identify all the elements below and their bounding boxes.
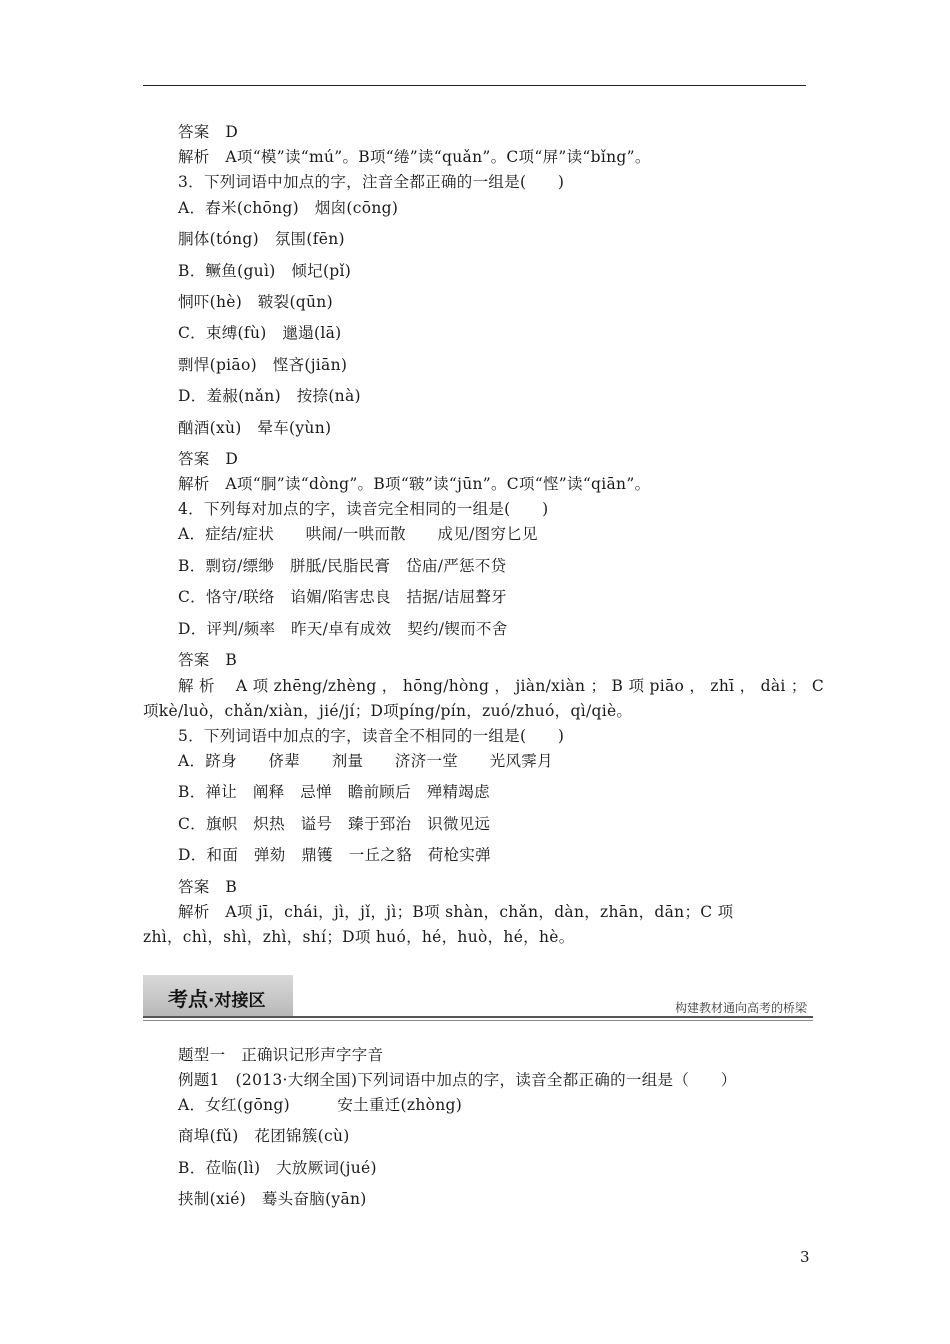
- option-c: C．束缚(fù) 邋遢(lā): [178, 324, 342, 342]
- section-banner: [143, 975, 813, 1019]
- section-title-sub: ·对接区: [208, 991, 266, 1011]
- option-c: C．旗帜 炽热 谥号 臻于郅治 识微见远: [178, 815, 491, 833]
- option-b-cont: 挟制(xié) 蓦头奋脑(yān): [178, 1190, 367, 1208]
- page-number: 3: [800, 1248, 810, 1266]
- question-type-heading: 题型一 正确识记形声字字音: [178, 1046, 384, 1064]
- section-rule-thin: [143, 1020, 813, 1021]
- option-c-cont: 剽悍(piāo) 悭吝(jiān): [178, 356, 348, 374]
- option-a-cont: 商埠(fǔ) 花团锦簇(cù): [178, 1127, 350, 1145]
- option-a: A．女红(gōng) 安土重迁(zhòng): [178, 1096, 463, 1114]
- answer-line: 答案 B: [178, 878, 238, 896]
- example-question: 例题1 (2013·大纲全国)下列词语中加点的字，读音全都正确的一组是（ ）: [178, 1071, 737, 1089]
- analysis-line: 解 析 A 项 zhēng/zhèng ， hōng/hòng ， jiàn/xiàn ； B 项 piāo ， zhī ， dài ； C: [178, 677, 825, 695]
- option-c: C．恪守/联络 谄媚/陷害忠良 拮据/诘屈聱牙: [178, 588, 507, 606]
- option-b: B．鳜鱼(guì) 倾圮(pǐ): [178, 262, 352, 280]
- section-slogan: 构建教材通向高考的桥梁: [674, 1001, 807, 1015]
- section-rule: [143, 1016, 813, 1018]
- section-title: [168, 983, 265, 1012]
- option-b-cont: 恫吓(hè) 皲裂(qūn): [178, 293, 333, 311]
- option-b: B．禅让 阐释 忌惮 瞻前顾后 殚精竭虑: [178, 783, 490, 801]
- answer-line: 答案 D: [178, 450, 239, 468]
- answer-line: 答案 B: [178, 651, 238, 669]
- analysis-line: 解析 A项 jī，chái，jì，jǐ，jì；B项 shàn，chǎn，dàn，zhān，dān；C 项: [178, 903, 734, 921]
- option-b: B．剽窃/缥缈 胼胝/民脂民膏 岱庙/严惩不贷: [178, 557, 507, 575]
- question-5: 5．下列词语中加点的字，读音全不相同的一组是( ): [178, 727, 565, 745]
- option-a: A．跻身 侪辈 剂量 济济一堂 光风霁月: [178, 752, 553, 770]
- option-b: B．莅临(lì) 大放厥词(jué): [178, 1159, 377, 1177]
- option-a: A．症结/症状 哄闹/一哄而散 成见/图穷匕见: [178, 525, 538, 543]
- analysis-line-cont: 项kè/luò，chǎn/xiàn，jié/jí；D项píng/pín，zuó/zhuó，qì/qiè。: [143, 702, 633, 720]
- option-d: D．和面 弹劾 鼎镬 一丘之貉 荷枪实弹: [178, 846, 491, 864]
- option-d: D．羞赧(nǎn) 按捺(nà): [178, 387, 361, 405]
- question-4: 4．下列每对加点的字，读音完全相同的一组是( ): [178, 500, 549, 518]
- question-3: 3．下列词语中加点的字，注音全都正确的一组是( ): [178, 173, 565, 191]
- analysis-line: 解析 A项“胴”读“dòng”。B项“皲”读“jūn”。C项“悭”读“qiān”。: [178, 475, 651, 493]
- section-title-main: 考点: [168, 987, 208, 1011]
- option-d: D．评判/频率 昨天/卓有成效 契约/锲而不舍: [178, 620, 508, 638]
- option-a-cont: 胴体(tóng) 氛围(fēn): [178, 230, 345, 248]
- header-rule: [143, 85, 806, 86]
- analysis-line: 解析 A项“模”读“mú”。B项“绻”读“quǎn”。C项“屏”读“bǐng”。: [178, 148, 651, 166]
- answer-line: 答案 D: [178, 123, 239, 141]
- analysis-line-cont: zhì，chì，shì，zhì，shí；D项 huó，hé，huò，hé，hè。: [143, 928, 575, 946]
- option-a: A．舂米(chōng) 烟囱(cōng): [178, 199, 399, 217]
- option-d-cont: 酗酒(xù) 晕车(yùn): [178, 419, 332, 437]
